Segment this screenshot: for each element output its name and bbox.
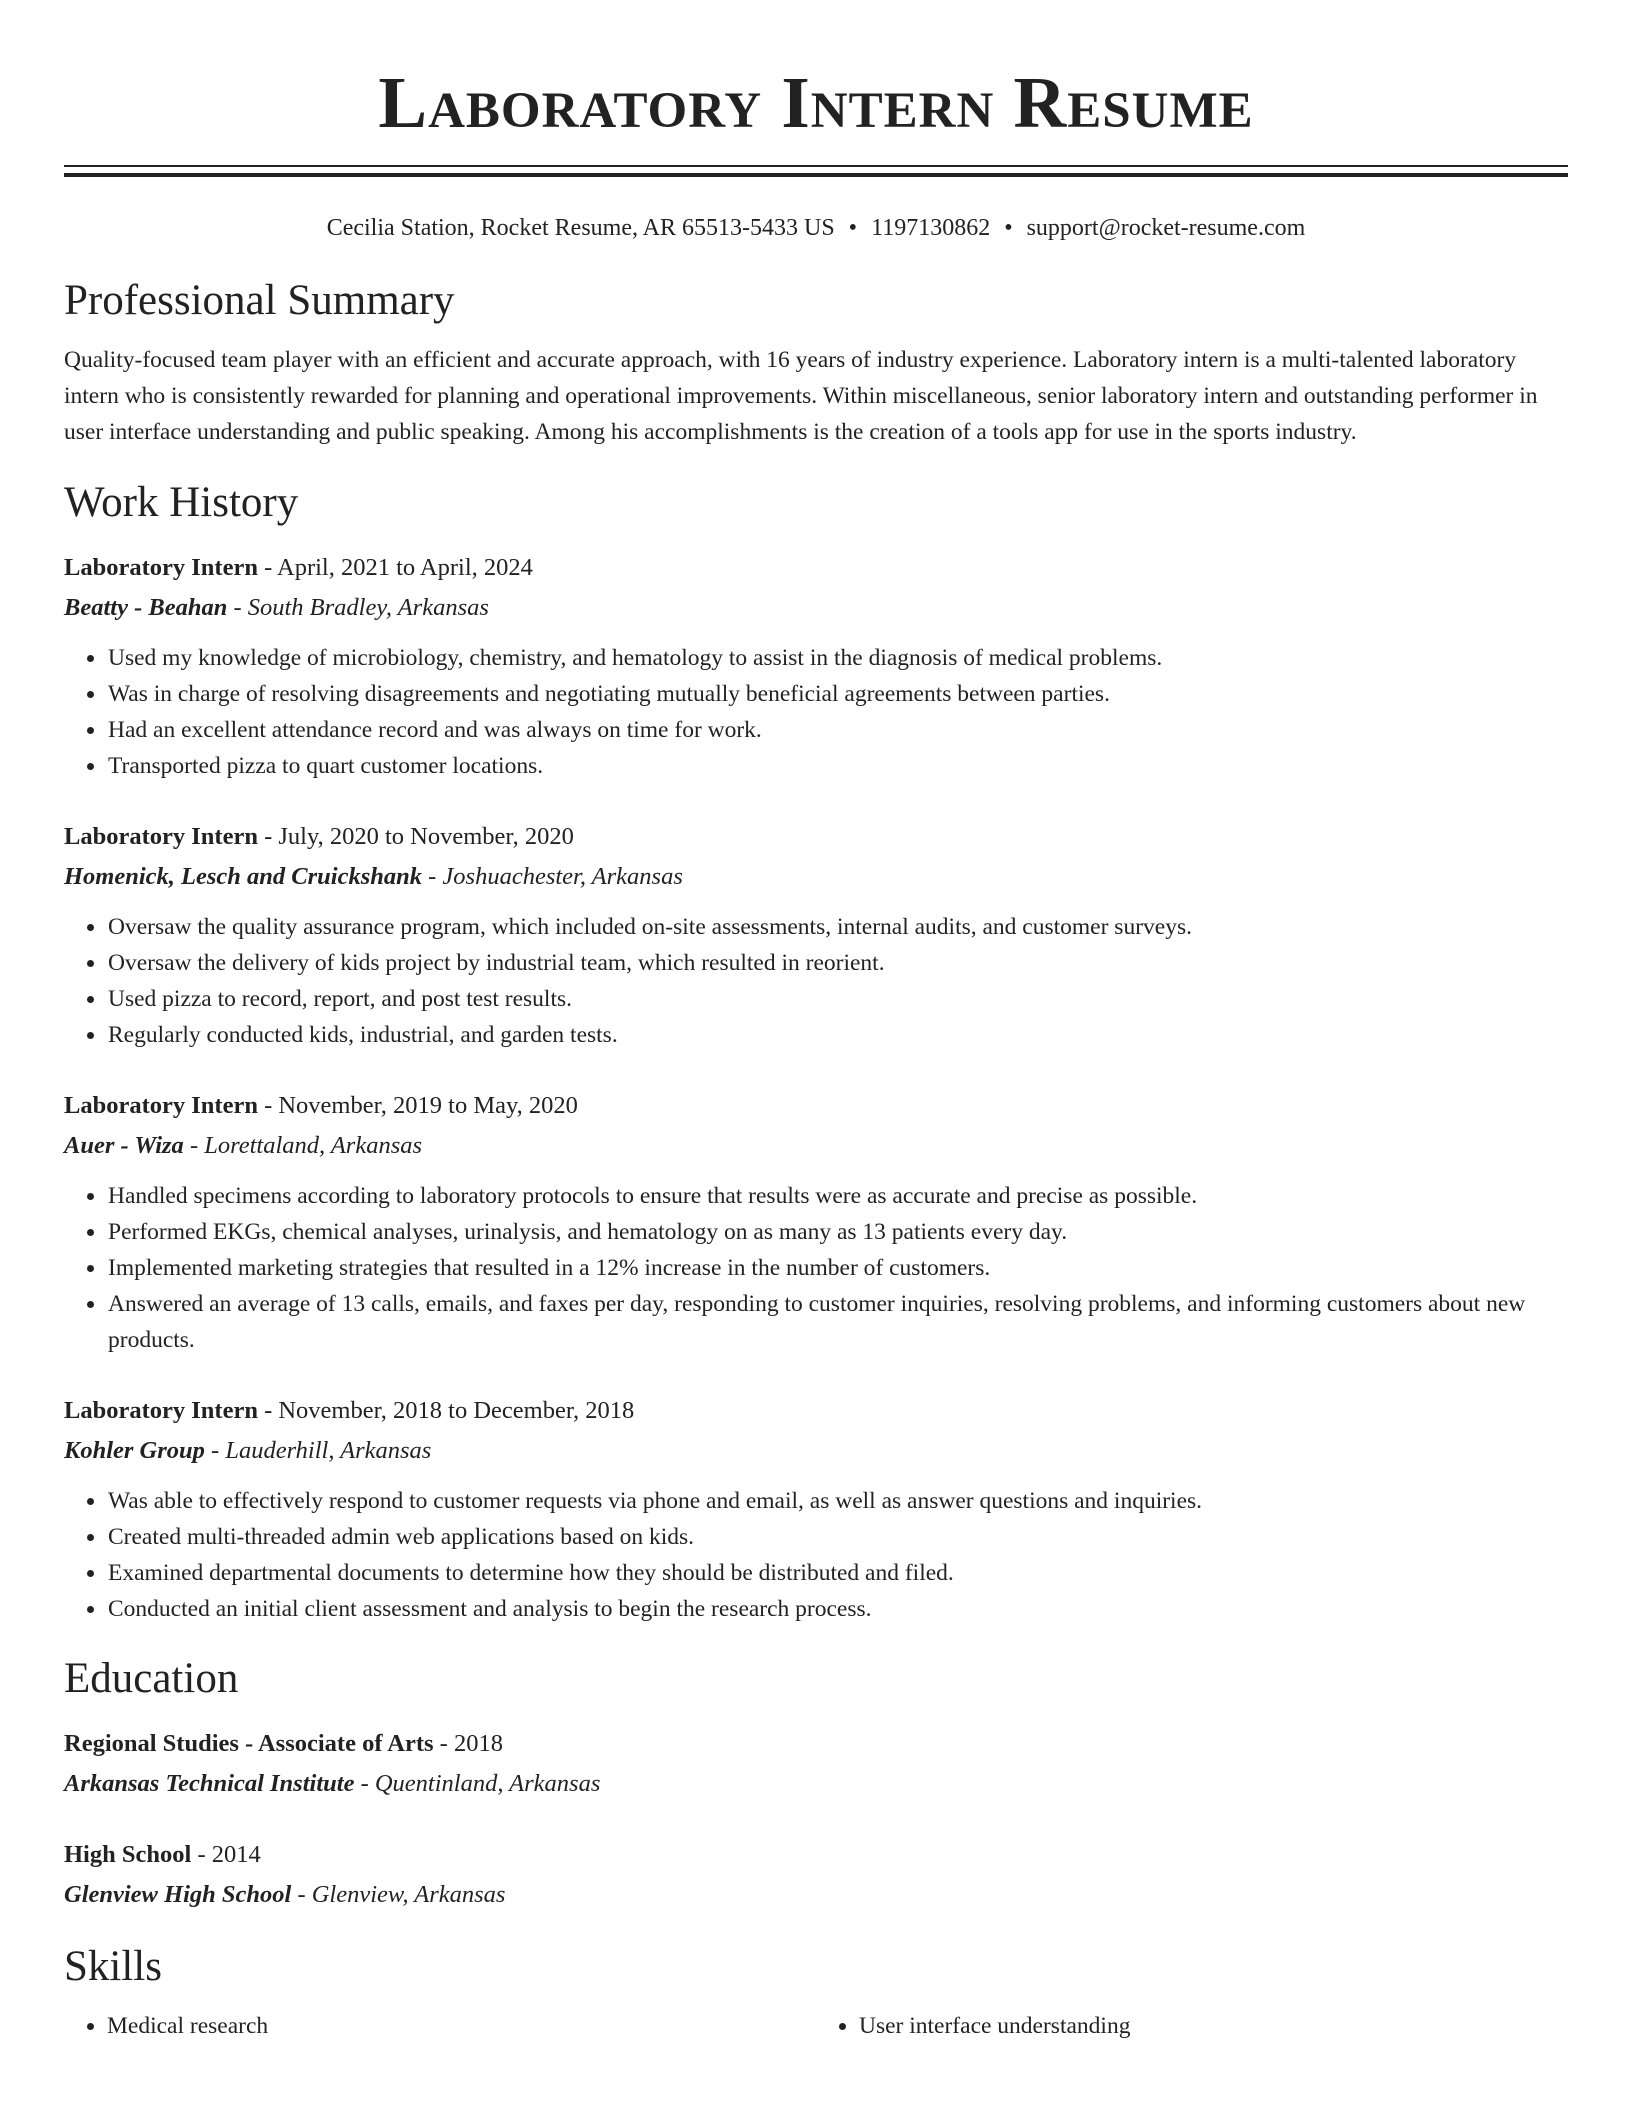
education-degree-line [64,1724,1568,1764]
job-bullets [64,1178,1568,1358]
job-bullet: • Conducted an initial client assessment and analysis to begin the research process. [107,1591,1568,1627]
education-degree-line [64,1835,1568,1875]
title-divider-thin [64,165,1568,167]
job-location: - South Bradley, Arkansas [227,594,489,621]
contact-address: Cecilia Station, Rocket Resume, AR 65513-5433 US [326,215,835,241]
job-company-line [64,1431,1568,1471]
job-entry [64,817,1568,1053]
job-company: Beatty - Beahan [64,594,228,621]
job-entry [64,1086,1568,1358]
job-company-line [64,1126,1568,1166]
skills-heading: Skills [64,1943,162,1990]
skills-column-right [816,2008,1568,2044]
skill-item: • Medical research [107,2008,816,2044]
contact-line [64,212,1568,244]
job-bullet: • Created multi-threaded admin web applications based on kids. [107,1519,1568,1555]
contact-email[interactable]: support@rocket-resume.com [1026,215,1306,241]
job-location: - Lorettaland, Arkansas [183,1132,423,1159]
summary-heading: Professional Summary [64,277,455,324]
job-bullet: • Used my knowledge of microbiology, chemistry, and hematology to assist in the diagnosis of medical problems. [107,640,1568,676]
education-school: Arkansas Technical Institute [64,1770,355,1797]
job-dates: - July, 2020 to November, 2020 [257,823,574,850]
job-title-line [64,1086,1568,1126]
education-school-line [64,1875,1568,1915]
education-entry [64,1724,1568,1804]
job-dates: - April, 2021 to April, 2024 [257,554,533,581]
job-bullet: • Answered an average of 13 calls, emails, and faxes per day, responding to customer inquiries, resolving problems, and informing customers about new products. [107,1286,1568,1358]
job-title: Laboratory Intern [64,1397,258,1424]
education-year: - 2018 [433,1730,503,1757]
education-school-line [64,1764,1568,1804]
education-entry [64,1835,1568,1915]
job-title-line [64,548,1568,588]
job-location: - Lauderhill, Arkansas [204,1437,432,1464]
education-location: - Glenview, Arkansas [291,1881,506,1908]
job-bullets [64,1483,1568,1627]
job-entry [64,548,1568,784]
job-location: - Joshuachester, Arkansas [422,863,683,890]
job-bullet: • Oversaw the delivery of kids project by industrial team, which resulted in reorient. [107,945,1568,981]
education-school: Glenview High School [64,1881,292,1908]
job-company: Kohler Group [64,1437,205,1464]
summary-text: Quality-focused team player with an efficient and accurate approach, with 16 years of industry experience. Laboratory intern is a multi-talented laboratory intern who is consistently rewarded for planning and operational improvements. Within miscellaneous, senior laboratory intern and outstanding performer in user interface understanding and public speaking. Among his accomplishments is the creation of a tools app for use in the sports industry. [64,347,1538,445]
job-entry [64,1391,1568,1627]
job-bullet: • Examined departmental documents to determine how they should be distributed and filed. [107,1555,1568,1591]
job-company: Auer - Wiza [64,1132,184,1159]
contact-separator: • [848,215,858,241]
job-title-line [64,817,1568,857]
job-bullet: • Performed EKGs, chemical analyses, urinalysis, and hematology on as many as 13 patients every day. [107,1214,1568,1250]
education-location: - Quentinland, Arkansas [354,1770,601,1797]
job-bullets [64,640,1568,784]
job-company: Homenick, Lesch and Cruickshank [64,863,423,890]
job-bullet: • Regularly conducted kids, industrial, and garden tests. [107,1017,1568,1053]
job-title-line [64,1391,1568,1431]
contact-separator: • [1004,215,1013,241]
resume-title: Laboratory Intern Resume [378,62,1254,143]
job-dates: - November, 2018 to December, 2018 [257,1397,635,1424]
work-history-heading: Work History [64,479,299,526]
job-dates: - November, 2019 to May, 2020 [257,1092,578,1119]
skills-list [64,2008,1568,2044]
contact-phone: 1197130862 [871,215,991,241]
education-heading: Education [64,1655,239,1702]
job-bullets [64,909,1568,1053]
skills-column-left [64,2008,816,2044]
job-bullet: • Handled specimens according to laboratory protocols to ensure that results were as accurate and precise as possible. [107,1178,1568,1214]
education-year: - 2014 [191,1841,261,1868]
job-bullet: • Oversaw the quality assurance program, which included on-site assessments, internal audits, and customer surveys. [107,909,1568,945]
job-bullet: • Transported pizza to quart customer locations. [107,748,1568,784]
job-bullet: • Implemented marketing strategies that resulted in a 12% increase in the number of customers. [107,1250,1568,1286]
education-degree: Regional Studies - Associate of Arts [64,1730,434,1757]
job-company-line [64,588,1568,628]
job-title: Laboratory Intern [64,1092,258,1119]
resume-page [64,0,1568,2044]
job-title: Laboratory Intern [64,554,258,581]
job-bullet: • Had an excellent attendance record and was always on time for work. [107,712,1568,748]
title-divider-thick [64,173,1568,177]
job-bullet: • Was able to effectively respond to customer requests via phone and email, as well as answer questions and inquiries. [107,1483,1568,1519]
job-bullet: • Was in charge of resolving disagreements and negotiating mutually beneficial agreements between parties. [107,676,1568,712]
job-title: Laboratory Intern [64,823,258,850]
job-bullet: • Used pizza to record, report, and post test results. [107,981,1568,1017]
education-degree: High School [64,1841,192,1868]
job-company-line [64,857,1568,897]
skill-item: • User interface understanding [859,2008,1568,2044]
